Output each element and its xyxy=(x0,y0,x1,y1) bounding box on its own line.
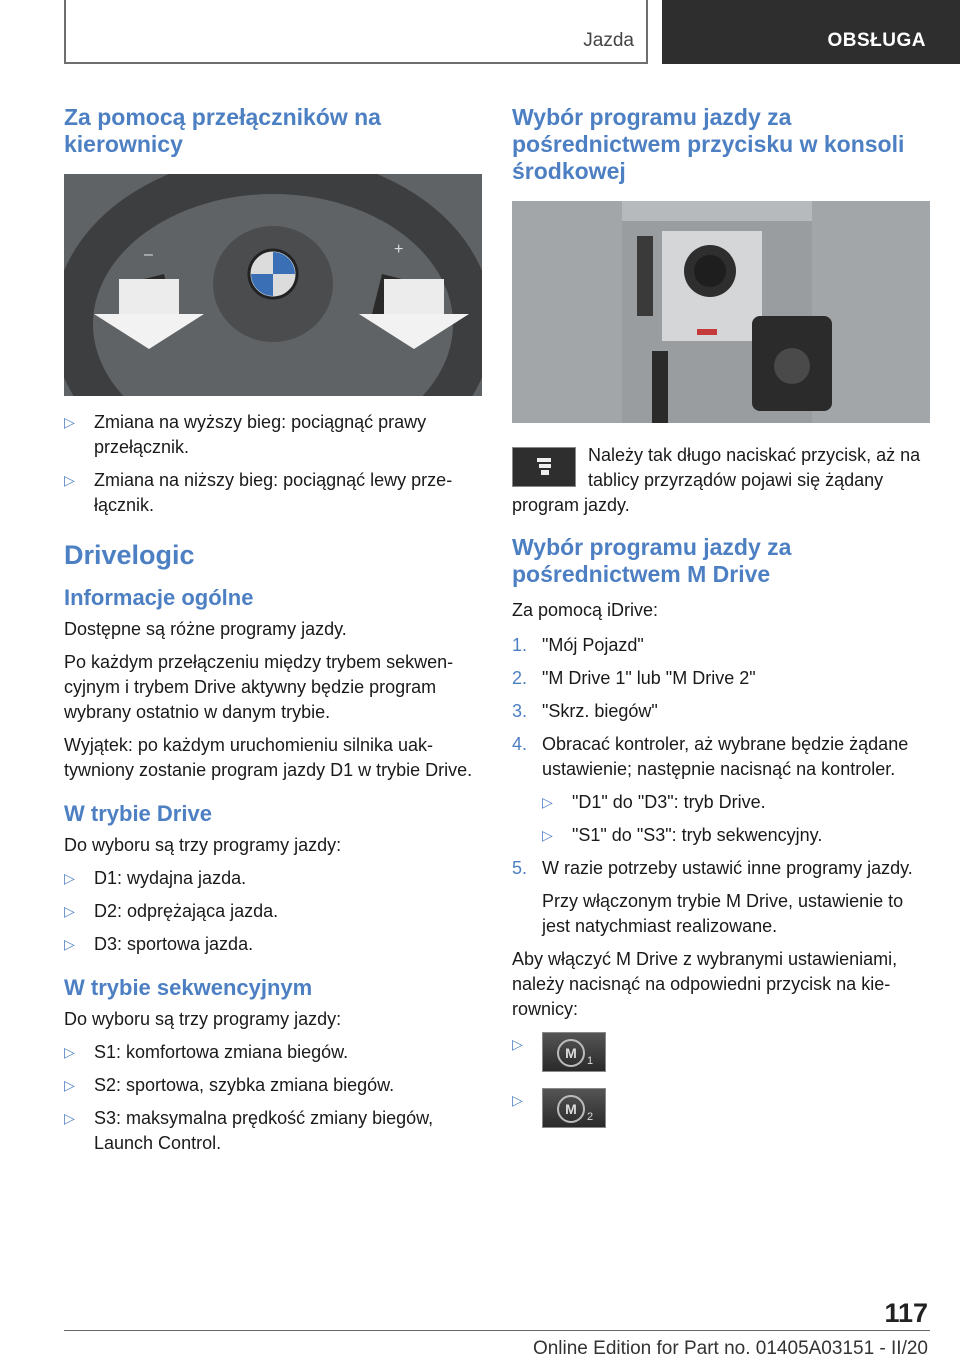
list-item xyxy=(512,1032,930,1072)
heading-steering-switches: Za pomocą przełączników na kierownicy xyxy=(64,104,381,157)
steering-wheel-image xyxy=(64,174,482,396)
heading-drive-mode: W trybie Drive xyxy=(64,801,212,826)
footer-divider xyxy=(64,1330,930,1331)
m-button-list xyxy=(512,1032,930,1128)
heading-sequential-mode: W trybie sekwencyjnym xyxy=(64,975,313,1000)
triangle-bullet-icon: ▷ xyxy=(64,870,75,886)
paragraph: Aby włączyć M Drive z wybranymi ustawieniami, należy nacisnąć na odpowiedni przycisk na kierownicy: xyxy=(512,949,898,1019)
m1-button-icon: M 1 xyxy=(542,1032,606,1072)
list-item: 3. "Skrz. biegów" xyxy=(512,701,658,721)
list-item xyxy=(512,1088,930,1128)
switch-list xyxy=(64,410,482,518)
list-item: ▷ D3: sportowa jazda. xyxy=(64,932,482,957)
heading-console-button: Wybór programu jazdy za pośrednictwem przycisku w konsoli środkowej xyxy=(512,104,905,184)
svg-text:–: – xyxy=(144,246,153,263)
footer-edition: Online Edition for Part no. 01405A03151 - II/20 xyxy=(532,1338,928,1359)
heading-general-info: Informacje ogólne xyxy=(64,585,254,610)
left-column xyxy=(64,104,482,1164)
drive-list xyxy=(64,866,482,957)
list-item: ▷ "D1" do "D3": tryb Drive. xyxy=(542,790,930,815)
triangle-bullet-icon: ▷ xyxy=(64,472,75,488)
triangle-bullet-icon: ▷ xyxy=(64,903,75,919)
header-section-title: Jazda xyxy=(583,30,634,51)
paragraph: Za pomocą iDrive: xyxy=(512,600,659,620)
list-item: 2. "M Drive 1" lub "M Drive 2" xyxy=(512,668,756,688)
list-item: ▷ S3: maksymalna prędkość zmiany biegów, Launch Control. xyxy=(64,1108,434,1153)
triangle-bullet-icon: ▷ xyxy=(64,1110,75,1126)
paragraph: Po każdym przełączeniu między trybem sekwencyjnym i trybem Drive aktywny będzie program wybrany ostatnio w danym trybie. xyxy=(64,652,454,722)
header-section xyxy=(64,0,648,64)
sequential-list xyxy=(64,1040,482,1156)
console-instruction: Należy tak długo naciskać przycisk, aż na tablicy przyrządów pojawi się żądany program jazdy. xyxy=(512,445,921,515)
triangle-bullet-icon: ▷ xyxy=(64,414,75,430)
svg-text:+: + xyxy=(394,241,404,258)
header-chapter xyxy=(662,0,960,64)
list-item: 1. "Mój Pojazd" xyxy=(512,635,644,655)
paragraph: Wyjątek: po każdym uruchomieniu silnika uaktywniony zostanie program jazdy D1 w trybie Drive. xyxy=(64,735,473,780)
paragraph: Dostępne są różne programy jazdy. xyxy=(64,619,347,639)
triangle-bullet-icon: ▷ xyxy=(512,1036,523,1052)
paragraph: Do wyboru są trzy programy jazdy: xyxy=(64,835,342,855)
step5-note: Przy włączonym trybie M Drive, ustawienie to jest natychmiast realizowane. xyxy=(542,891,904,936)
list-item: ▷ Zmiana na wyższy bieg: pociągnąć prawy przełącznik. xyxy=(64,412,427,457)
triangle-bullet-icon: ▷ xyxy=(64,1044,75,1060)
triangle-bullet-icon: ▷ xyxy=(512,1092,523,1108)
m2-button-icon: M 2 xyxy=(542,1088,606,1128)
paragraph: Do wyboru są trzy programy jazdy: xyxy=(64,1009,342,1029)
header-chapter-title: OBSŁUGA xyxy=(827,30,926,51)
drive-logic-button-icon xyxy=(512,447,576,487)
step4-sublist xyxy=(542,790,930,848)
right-column xyxy=(512,104,930,1136)
list-item: ▷ S2: sportowa, szybka zmiana biegów. xyxy=(64,1073,482,1098)
triangle-bullet-icon: ▷ xyxy=(64,936,75,952)
heading-drivelogic: Drivelogic xyxy=(64,540,195,570)
triangle-bullet-icon: ▷ xyxy=(64,1077,75,1093)
triangle-bullet-icon: ▷ xyxy=(542,794,553,810)
list-item: ▷ "S1" do "S3": tryb sekwencyjny. xyxy=(542,823,930,848)
heading-m-drive: Wybór programu jazdy za pośrednictwem M Drive xyxy=(512,534,792,587)
list-item: ▷ S1: komfortowa zmiana biegów. xyxy=(64,1040,482,1065)
list-item: 4. Obracać kontroler, aż wybrane będzie żądane ustawienie; następnie nacisnąć na kontroler. ▷ "D1" do "D3": tryb Drive. ▷ "S1" do "S3": tryb sekwencyjny. xyxy=(512,732,930,848)
idrive-steps xyxy=(512,633,930,939)
list-item: ▷ D1: wydajna jazda. xyxy=(64,866,482,891)
center-console-image xyxy=(512,201,930,423)
page-number: 117 xyxy=(884,1298,928,1328)
list-item: 5. W razie potrzeby ustawić inne programy jazdy. Przy włączonym trybie M Drive, ustawienie to jest natychmiast realizowane. xyxy=(512,856,930,939)
triangle-bullet-icon: ▷ xyxy=(542,827,553,843)
list-item: ▷ Zmiana na niższy bieg: pociągnąć lewy przełącznik. xyxy=(64,470,453,515)
list-item: ▷ D2: odprężająca jazda. xyxy=(64,899,482,924)
